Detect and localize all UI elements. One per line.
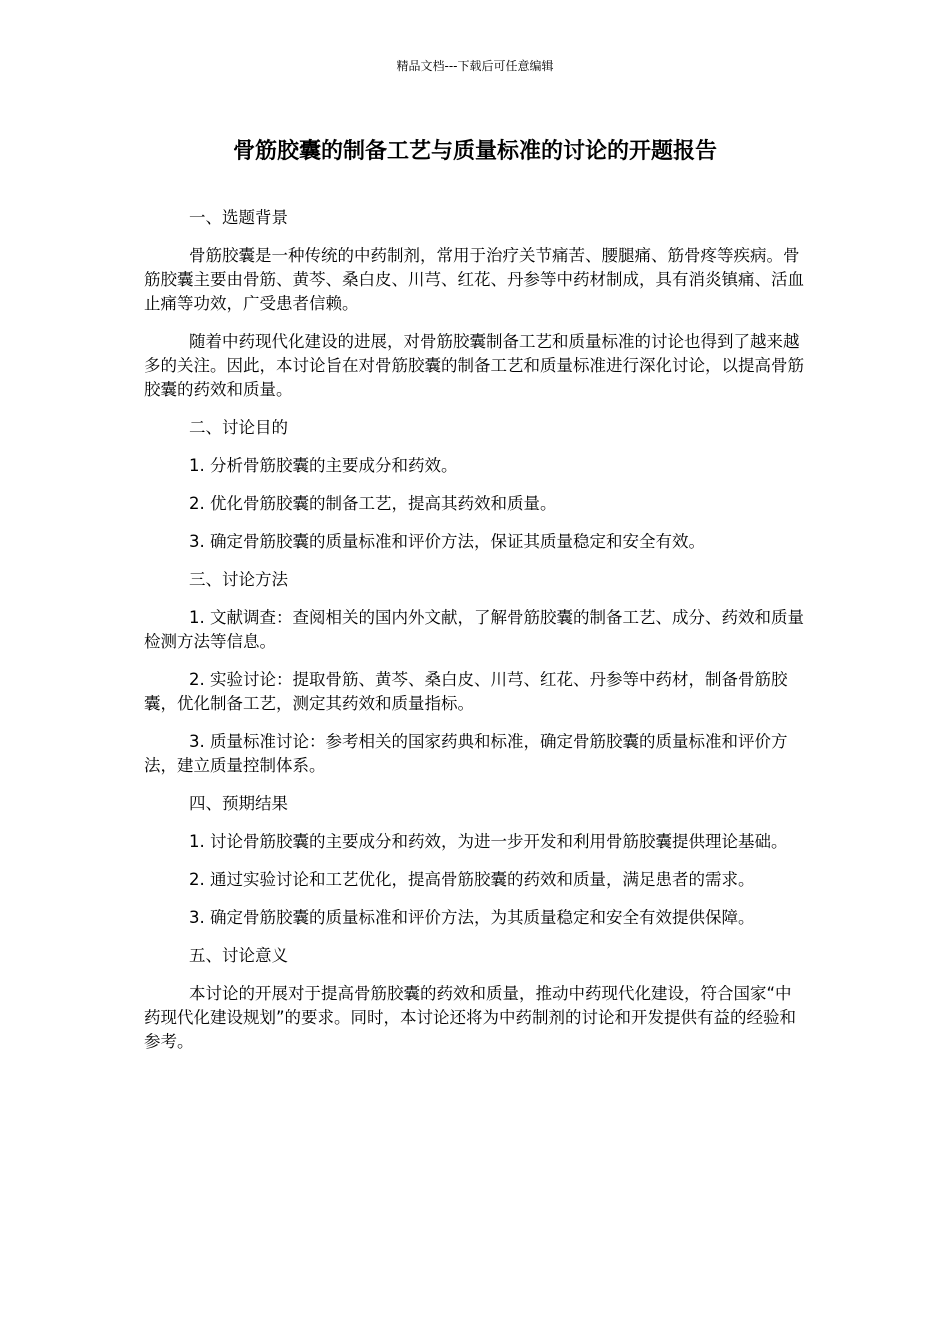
paragraph-background-1: 骨筋胶囊是一种传统的中药制剂，常用于治疗关节痛苦、腰腿痛、筋骨疼等疾病。骨筋胶囊主要由骨筋、黄芩、桑白皮、川芎、红花、丹参等中药材制成，具有消炎镇痛、活血止痛等功效，广受患者信赖。 xyxy=(144,246,804,313)
purpose-item-1: 1. 分析骨筋胶囊的主要成分和药效。 xyxy=(189,456,458,475)
section-heading-significance: 五、讨论意义 xyxy=(189,946,288,965)
section-heading-background: 一、选题背景 xyxy=(189,208,288,227)
result-item-2: 2. 通过实验讨论和工艺优化，提高骨筋胶囊的药效和质量，满足患者的需求。 xyxy=(189,870,755,889)
method-item-3: 3. 质量标准讨论：参考相关的国家药典和标准，确定骨筋胶囊的质量标准和评价方法，建立质量控制体系。 xyxy=(144,732,788,775)
paragraph-background-2: 随着中药现代化建设的进展，对骨筋胶囊制备工艺和质量标准的讨论也得到了越来越多的关注。因此，本讨论旨在对骨筋胶囊的制备工艺和质量标准进行深化讨论，以提高骨筋胶囊的药效和质量。 xyxy=(144,332,804,399)
method-item-2: 2. 实验讨论：提取骨筋、黄芩、桑白皮、川芎、红花、丹参等中药材，制备骨筋胶囊，优化制备工艺，测定其药效和质量指标。 xyxy=(144,670,788,713)
section-heading-methods: 三、讨论方法 xyxy=(189,570,288,589)
section-heading-results: 四、预期结果 xyxy=(189,794,288,813)
document-body xyxy=(144,206,806,1068)
document-title: 骨筋胶囊的制备工艺与质量标准的讨论的开题报告 xyxy=(232,139,717,164)
result-item-1: 1. 讨论骨筋胶囊的主要成分和药效，为进一步开发和利用骨筋胶囊提供理论基础。 xyxy=(189,832,788,851)
paragraph-significance: 本讨论的开展对于提高骨筋胶囊的药效和质量，推动中药现代化建设，符合国家“中药现代化建设规划”的要求。同时，本讨论还将为中药制剂的讨论和开发提供有益的经验和参考。 xyxy=(144,984,797,1051)
purpose-item-3: 3. 确定骨筋胶囊的质量标准和评价方法，保证其质量稳定和安全有效。 xyxy=(189,532,705,551)
method-item-1: 1. 文献调查：查阅相关的国内外文献，了解骨筋胶囊的制备工艺、成分、药效和质量检测方法等信息。 xyxy=(144,608,804,651)
result-item-3: 3. 确定骨筋胶囊的质量标准和评价方法，为其质量稳定和安全有效提供保障。 xyxy=(189,908,755,927)
page-header: 精品文档---下载后可任意编辑 xyxy=(396,59,554,73)
section-heading-purpose: 二、讨论目的 xyxy=(189,418,288,437)
purpose-item-2: 2. 优化骨筋胶囊的制备工艺，提高其药效和质量。 xyxy=(189,494,557,513)
